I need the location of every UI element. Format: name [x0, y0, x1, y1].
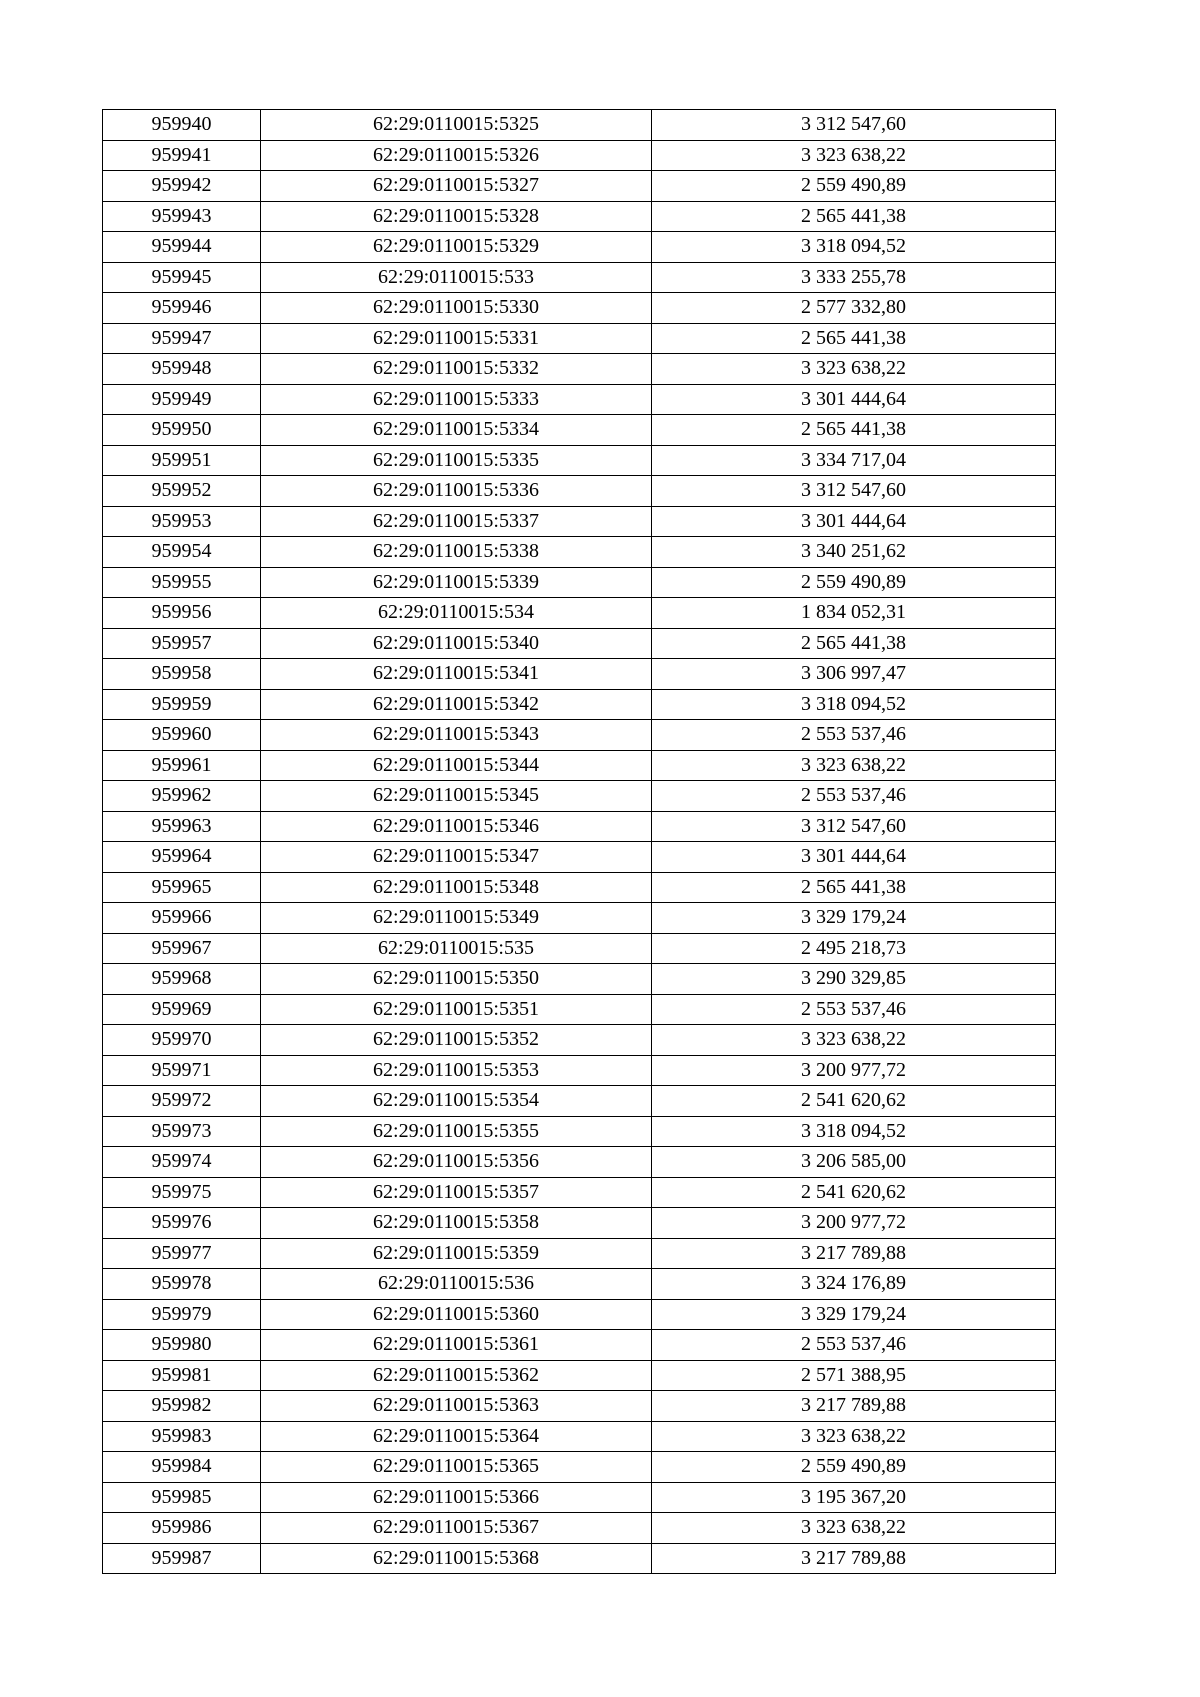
cadastral-value-cell: 2 565 441,38	[652, 872, 1056, 903]
table-row	[103, 354, 1056, 385]
cadastral-value-cell: 3 200 977,72	[652, 1055, 1056, 1086]
cadastral-number-cell: 62:29:0110015:5355	[261, 1116, 652, 1147]
cadastral-value-cell: 2 553 537,46	[652, 781, 1056, 812]
cadastral-value-cell: 3 290 329,85	[652, 964, 1056, 995]
row-number-cell: 959955	[103, 567, 261, 598]
row-number-cell: 959976	[103, 1208, 261, 1239]
table-row	[103, 1543, 1056, 1574]
table-row	[103, 933, 1056, 964]
table-row	[103, 1055, 1056, 1086]
table-row	[103, 994, 1056, 1025]
row-number-cell: 959957	[103, 628, 261, 659]
table-row	[103, 262, 1056, 293]
table-row	[103, 720, 1056, 751]
cadastral-value-cell: 2 565 441,38	[652, 628, 1056, 659]
row-number-cell: 959946	[103, 293, 261, 324]
row-number-cell: 959941	[103, 140, 261, 171]
cadastral-number-cell: 62:29:0110015:5325	[261, 110, 652, 141]
table-row	[103, 384, 1056, 415]
cadastral-value-cell: 2 541 620,62	[652, 1177, 1056, 1208]
row-number-cell: 959943	[103, 201, 261, 232]
row-number-cell: 959952	[103, 476, 261, 507]
row-number-cell: 959974	[103, 1147, 261, 1178]
row-number-cell: 959977	[103, 1238, 261, 1269]
cadastral-value-cell: 3 195 367,20	[652, 1482, 1056, 1513]
cadastral-value-cell: 3 312 547,60	[652, 110, 1056, 141]
cadastral-number-cell: 62:29:0110015:5335	[261, 445, 652, 476]
cadastral-number-cell: 62:29:0110015:5341	[261, 659, 652, 690]
table-row	[103, 598, 1056, 629]
table-row	[103, 811, 1056, 842]
cadastral-number-cell: 62:29:0110015:5362	[261, 1360, 652, 1391]
cadastral-number-cell: 62:29:0110015:5348	[261, 872, 652, 903]
cadastral-value-cell: 3 312 547,60	[652, 811, 1056, 842]
row-number-cell: 959973	[103, 1116, 261, 1147]
table-row	[103, 659, 1056, 690]
table-row	[103, 1269, 1056, 1300]
row-number-cell: 959985	[103, 1482, 261, 1513]
table-row	[103, 445, 1056, 476]
cadastral-number-cell: 62:29:0110015:5334	[261, 415, 652, 446]
row-number-cell: 959963	[103, 811, 261, 842]
cadastral-value-cell: 3 334 717,04	[652, 445, 1056, 476]
row-number-cell: 959964	[103, 842, 261, 873]
cadastral-value-cell: 2 565 441,38	[652, 323, 1056, 354]
cadastral-number-cell: 62:29:0110015:5331	[261, 323, 652, 354]
cadastral-number-cell: 62:29:0110015:533	[261, 262, 652, 293]
cadastral-number-cell: 62:29:0110015:5351	[261, 994, 652, 1025]
cadastral-value-cell: 3 301 444,64	[652, 384, 1056, 415]
cadastral-value-cell: 3 323 638,22	[652, 1421, 1056, 1452]
cadastral-number-cell: 62:29:0110015:5352	[261, 1025, 652, 1056]
row-number-cell: 959959	[103, 689, 261, 720]
row-number-cell: 959947	[103, 323, 261, 354]
table-row	[103, 1513, 1056, 1544]
table-row	[103, 872, 1056, 903]
row-number-cell: 959965	[103, 872, 261, 903]
cadastral-value-cell: 2 559 490,89	[652, 171, 1056, 202]
row-number-cell: 959958	[103, 659, 261, 690]
table-row	[103, 842, 1056, 873]
cadastral-value-cell: 3 323 638,22	[652, 750, 1056, 781]
cadastral-value-cell: 3 318 094,52	[652, 1116, 1056, 1147]
row-number-cell: 959966	[103, 903, 261, 934]
cadastral-value-cell: 3 329 179,24	[652, 903, 1056, 934]
cadastral-value-cell: 3 301 444,64	[652, 506, 1056, 537]
row-number-cell: 959978	[103, 1269, 261, 1300]
row-number-cell: 959986	[103, 1513, 261, 1544]
cadastral-number-cell: 62:29:0110015:5344	[261, 750, 652, 781]
table-row	[103, 110, 1056, 141]
cadastral-number-cell: 62:29:0110015:5365	[261, 1452, 652, 1483]
cadastral-value-cell: 3 217 789,88	[652, 1238, 1056, 1269]
cadastral-value-cell: 3 318 094,52	[652, 232, 1056, 263]
table-row	[103, 1360, 1056, 1391]
table-row	[103, 1116, 1056, 1147]
cadastral-number-cell: 62:29:0110015:5330	[261, 293, 652, 324]
cadastral-number-cell: 62:29:0110015:5333	[261, 384, 652, 415]
table-row	[103, 232, 1056, 263]
table-row	[103, 1177, 1056, 1208]
row-number-cell: 959982	[103, 1391, 261, 1422]
cadastral-number-cell: 62:29:0110015:5332	[261, 354, 652, 385]
table-row	[103, 1391, 1056, 1422]
cadastral-number-cell: 62:29:0110015:5357	[261, 1177, 652, 1208]
cadastral-number-cell: 62:29:0110015:5336	[261, 476, 652, 507]
cadastral-value-cell: 3 323 638,22	[652, 354, 1056, 385]
cadastral-number-cell: 62:29:0110015:5356	[261, 1147, 652, 1178]
cadastral-value-cell: 3 324 176,89	[652, 1269, 1056, 1300]
cadastral-value-cell: 2 559 490,89	[652, 1452, 1056, 1483]
cadastral-number-cell: 62:29:0110015:5345	[261, 781, 652, 812]
cadastral-value-cell: 3 329 179,24	[652, 1299, 1056, 1330]
row-number-cell: 959987	[103, 1543, 261, 1574]
cadastral-value-cell: 2 541 620,62	[652, 1086, 1056, 1117]
cadastral-value-cell: 3 306 997,47	[652, 659, 1056, 690]
cadastral-number-cell: 62:29:0110015:5328	[261, 201, 652, 232]
cadastral-value-cell: 2 553 537,46	[652, 994, 1056, 1025]
cadastral-number-cell: 62:29:0110015:5359	[261, 1238, 652, 1269]
cadastral-value-cell: 3 323 638,22	[652, 1025, 1056, 1056]
row-number-cell: 959948	[103, 354, 261, 385]
cadastral-value-cell: 3 217 789,88	[652, 1543, 1056, 1574]
row-number-cell: 959962	[103, 781, 261, 812]
cadastral-value-cell: 1 834 052,31	[652, 598, 1056, 629]
cadastral-number-cell: 62:29:0110015:5360	[261, 1299, 652, 1330]
row-number-cell: 959956	[103, 598, 261, 629]
row-number-cell: 959960	[103, 720, 261, 751]
row-number-cell: 959971	[103, 1055, 261, 1086]
cadastral-number-cell: 62:29:0110015:5353	[261, 1055, 652, 1086]
table-row	[103, 323, 1056, 354]
row-number-cell: 959967	[103, 933, 261, 964]
table-row	[103, 415, 1056, 446]
table-row	[103, 781, 1056, 812]
cadastral-value-cell: 3 333 255,78	[652, 262, 1056, 293]
row-number-cell: 959951	[103, 445, 261, 476]
cadastral-value-cell: 3 206 585,00	[652, 1147, 1056, 1178]
cadastral-value-cell: 3 323 638,22	[652, 1513, 1056, 1544]
table-row	[103, 1421, 1056, 1452]
table-row	[103, 964, 1056, 995]
cadastral-number-cell: 62:29:0110015:536	[261, 1269, 652, 1300]
row-number-cell: 959949	[103, 384, 261, 415]
row-number-cell: 959953	[103, 506, 261, 537]
row-number-cell: 959969	[103, 994, 261, 1025]
table-body	[103, 110, 1056, 1574]
row-number-cell: 959979	[103, 1299, 261, 1330]
row-number-cell: 959945	[103, 262, 261, 293]
cadastral-value-cell: 2 495 218,73	[652, 933, 1056, 964]
cadastral-value-cell: 2 559 490,89	[652, 567, 1056, 598]
row-number-cell: 959983	[103, 1421, 261, 1452]
cadastral-value-cell: 3 318 094,52	[652, 689, 1056, 720]
table-row	[103, 140, 1056, 171]
table-row	[103, 567, 1056, 598]
cadastral-number-cell: 62:29:0110015:5358	[261, 1208, 652, 1239]
cadastral-number-cell: 62:29:0110015:5368	[261, 1543, 652, 1574]
cadastral-value-cell: 3 323 638,22	[652, 140, 1056, 171]
cadastral-value-cell: 3 200 977,72	[652, 1208, 1056, 1239]
cadastral-value-cell: 2 565 441,38	[652, 415, 1056, 446]
cadastral-number-cell: 62:29:0110015:5364	[261, 1421, 652, 1452]
cadastral-value-cell: 3 301 444,64	[652, 842, 1056, 873]
table-row	[103, 537, 1056, 568]
table-row	[103, 1238, 1056, 1269]
cadastral-number-cell: 62:29:0110015:5354	[261, 1086, 652, 1117]
table-row	[103, 1482, 1056, 1513]
cadastral-number-cell: 62:29:0110015:535	[261, 933, 652, 964]
cadastral-value-cell: 2 553 537,46	[652, 1330, 1056, 1361]
cadastral-value-table	[102, 109, 1056, 1574]
cadastral-value-cell: 2 571 388,95	[652, 1360, 1056, 1391]
cadastral-number-cell: 62:29:0110015:5349	[261, 903, 652, 934]
row-number-cell: 959961	[103, 750, 261, 781]
cadastral-number-cell: 62:29:0110015:5367	[261, 1513, 652, 1544]
row-number-cell: 959980	[103, 1330, 261, 1361]
cadastral-number-cell: 62:29:0110015:5343	[261, 720, 652, 751]
cadastral-number-cell: 62:29:0110015:5361	[261, 1330, 652, 1361]
cadastral-number-cell: 62:29:0110015:5326	[261, 140, 652, 171]
row-number-cell: 959981	[103, 1360, 261, 1391]
row-number-cell: 959944	[103, 232, 261, 263]
row-number-cell: 959954	[103, 537, 261, 568]
table-row	[103, 1208, 1056, 1239]
table-row	[103, 1452, 1056, 1483]
cadastral-value-cell: 3 340 251,62	[652, 537, 1056, 568]
cadastral-number-cell: 62:29:0110015:534	[261, 598, 652, 629]
table-row	[103, 1330, 1056, 1361]
row-number-cell: 959940	[103, 110, 261, 141]
cadastral-number-cell: 62:29:0110015:5342	[261, 689, 652, 720]
table-row	[103, 1025, 1056, 1056]
cadastral-value-cell: 2 577 332,80	[652, 293, 1056, 324]
cadastral-value-cell: 3 312 547,60	[652, 476, 1056, 507]
table-row	[103, 1299, 1056, 1330]
row-number-cell: 959984	[103, 1452, 261, 1483]
table-row	[103, 1086, 1056, 1117]
table-row	[103, 903, 1056, 934]
cadastral-number-cell: 62:29:0110015:5337	[261, 506, 652, 537]
cadastral-value-cell: 2 553 537,46	[652, 720, 1056, 751]
cadastral-number-cell: 62:29:0110015:5346	[261, 811, 652, 842]
row-number-cell: 959970	[103, 1025, 261, 1056]
cadastral-number-cell: 62:29:0110015:5327	[261, 171, 652, 202]
cadastral-number-cell: 62:29:0110015:5340	[261, 628, 652, 659]
cadastral-number-cell: 62:29:0110015:5347	[261, 842, 652, 873]
row-number-cell: 959942	[103, 171, 261, 202]
table-row	[103, 1147, 1056, 1178]
cadastral-number-cell: 62:29:0110015:5339	[261, 567, 652, 598]
row-number-cell: 959950	[103, 415, 261, 446]
cadastral-number-cell: 62:29:0110015:5338	[261, 537, 652, 568]
cadastral-number-cell: 62:29:0110015:5363	[261, 1391, 652, 1422]
cadastral-value-cell: 3 217 789,88	[652, 1391, 1056, 1422]
cadastral-number-cell: 62:29:0110015:5366	[261, 1482, 652, 1513]
row-number-cell: 959968	[103, 964, 261, 995]
table-row	[103, 201, 1056, 232]
table-row	[103, 628, 1056, 659]
table-row	[103, 293, 1056, 324]
row-number-cell: 959975	[103, 1177, 261, 1208]
row-number-cell: 959972	[103, 1086, 261, 1117]
table-row	[103, 171, 1056, 202]
table-row	[103, 506, 1056, 537]
cadastral-number-cell: 62:29:0110015:5350	[261, 964, 652, 995]
table-row	[103, 689, 1056, 720]
cadastral-value-cell: 2 565 441,38	[652, 201, 1056, 232]
table-row	[103, 750, 1056, 781]
cadastral-number-cell: 62:29:0110015:5329	[261, 232, 652, 263]
table-row	[103, 476, 1056, 507]
